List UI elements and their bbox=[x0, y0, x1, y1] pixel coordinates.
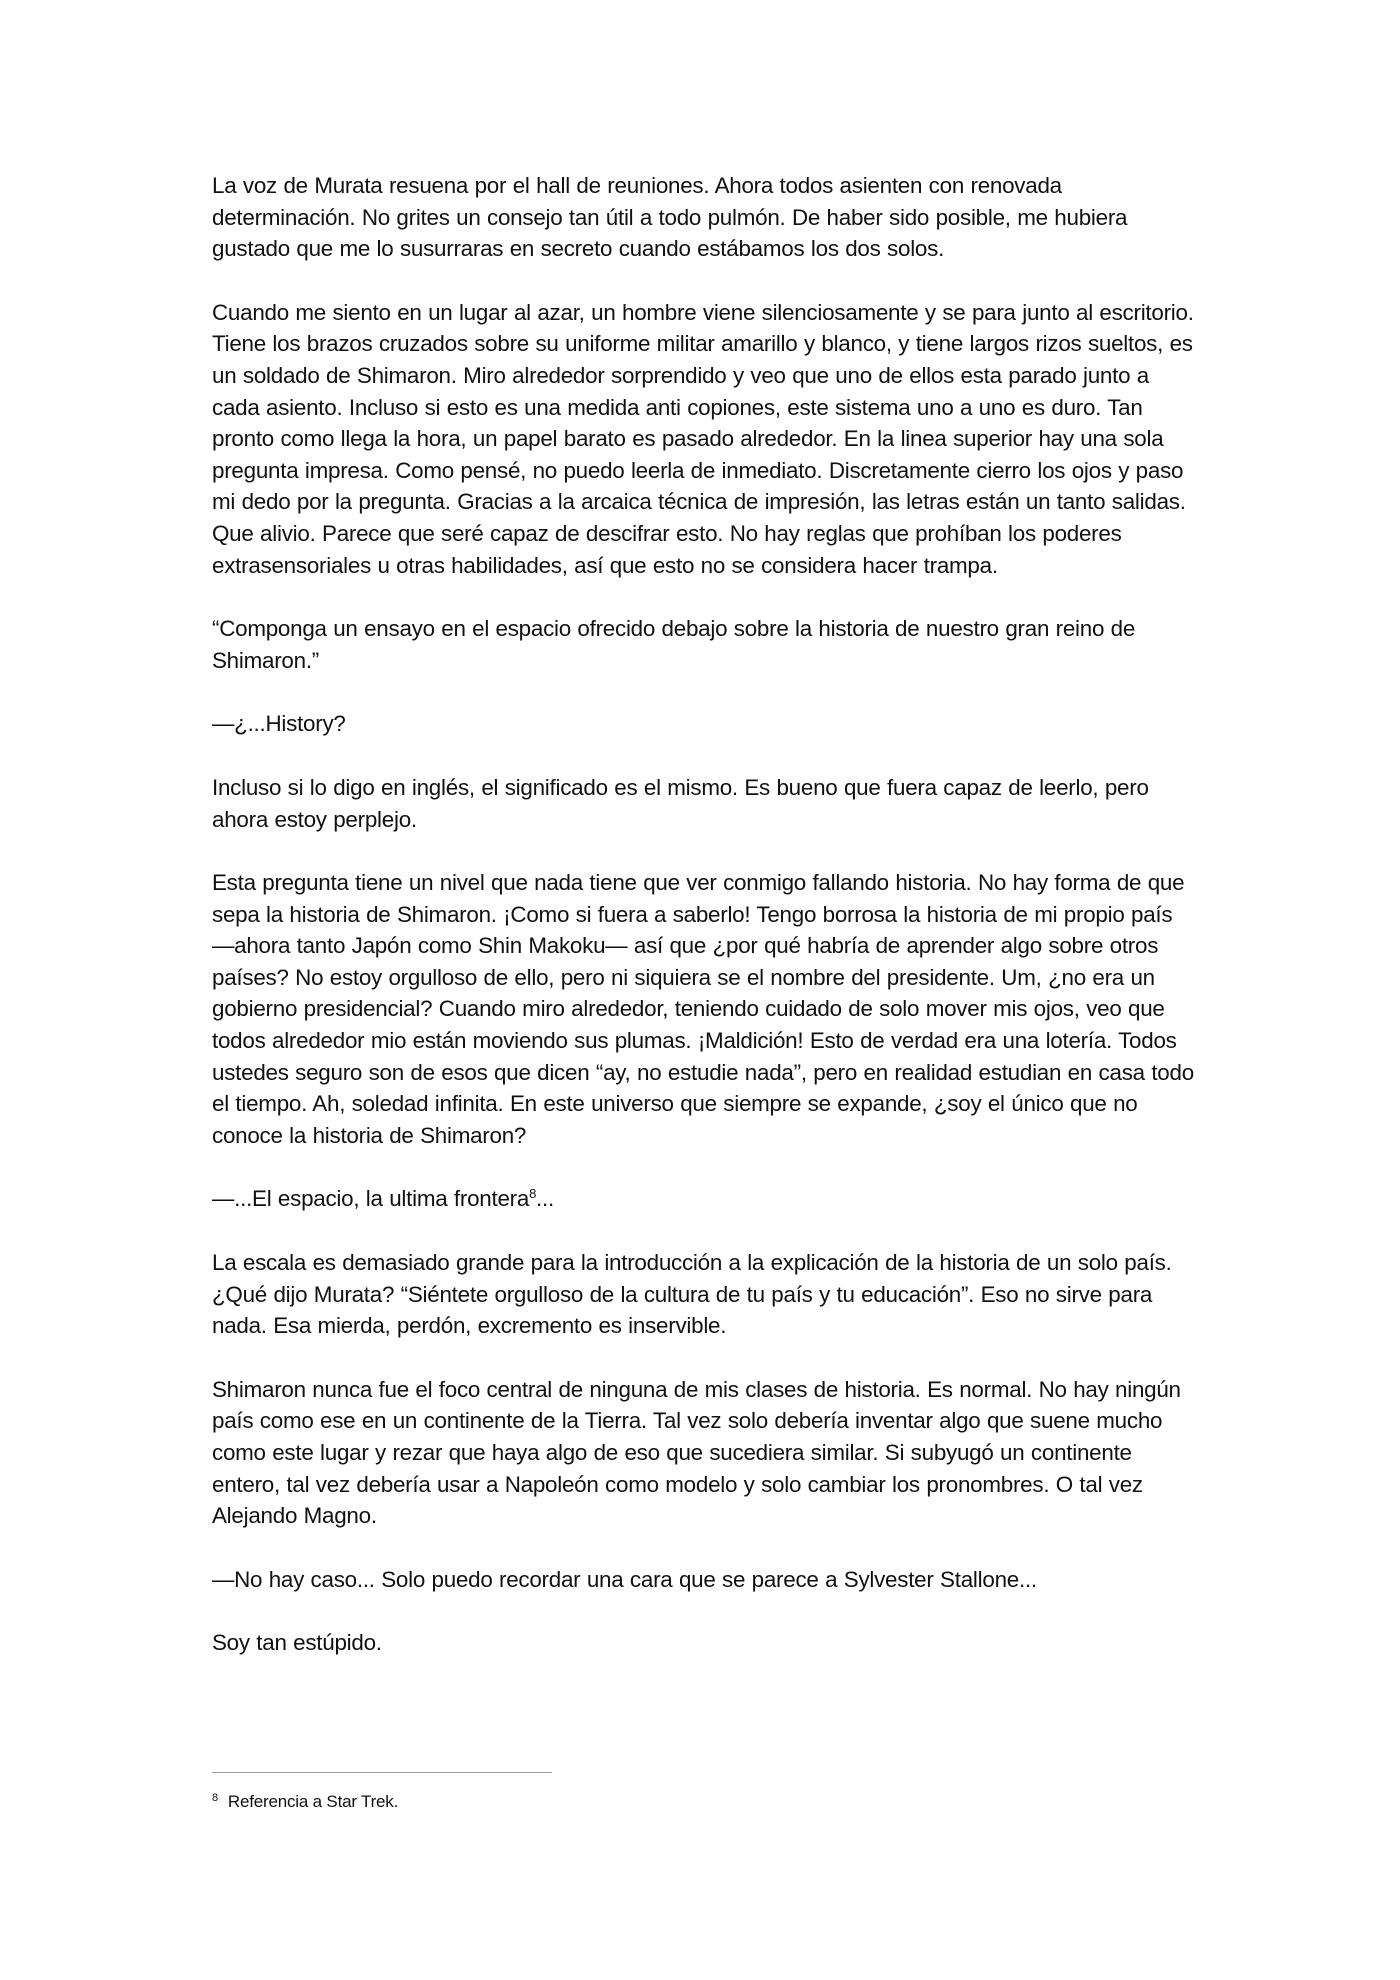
paragraph: La voz de Murata resuena por el hall de reuniones. Ahora todos asienten con renovada determinación. No grites un consejo tan útil a todo pulmón. De haber sido posible, me hubiera gustado que me lo susurraras en secreto cuando estábamos los dos solos. bbox=[212, 173, 1128, 262]
paragraph: “Componga un ensayo en el espacio ofrecido debajo sobre la historia de nuestro gran reino de Shimaron.” bbox=[212, 616, 1136, 673]
paragraph: —¿...History? bbox=[212, 711, 346, 737]
paragraph: Shimaron nunca fue el foco central de ninguna de mis clases de historia. Es normal. No hay ningún país como ese en un continente de la Tierra. Tal vez solo debería inventar algo que suene mucho como este lugar y rezar que haya algo de eso que sucediera similar. Si subyugó un continente entero, tal vez debería usar a Napoleón como modelo y solo cambiar los pronombres. O tal vez Alejando Magno. bbox=[212, 1376, 1181, 1529]
paragraph: Soy tan estúpido. bbox=[212, 1630, 382, 1656]
footnote-reference[interactable]: 8 bbox=[529, 1186, 537, 1202]
paragraph-with-footnote bbox=[212, 1183, 1197, 1215]
paragraph: Incluso si lo digo en inglés, el significado es el mismo. Es bueno que fuera capaz de leerlo, pero ahora estoy perplejo. bbox=[212, 774, 1149, 832]
footnote-text: Referencia a Star Trek. bbox=[227, 1792, 399, 1811]
paragraph: La escala es demasiado grande para la introducción a la explicación de la historia de un solo país. ¿Qué dijo Murata? “Siéntete orgulloso de la cultura de tu país y tu educación”. Eso no sirve para nada. Esa mierda, perdón, excremento es inservible. bbox=[212, 1250, 1172, 1339]
frontier-ellipsis: ... bbox=[536, 1186, 554, 1212]
frontier-text: —...El espacio, la ultima frontera bbox=[212, 1186, 530, 1212]
footnote-divider bbox=[212, 1772, 552, 1773]
paragraph: Esta pregunta tiene un nivel que nada tiene que ver conmigo fallando historia. No hay forma de que sepa la historia de Shimaron. ¡Como si fuera a saberlo! Tengo borrosa la historia de mi propio país —ahora tanto Japón como Shin Makoku— así que ¿por qué habría de aprender algo sobre otros países? No estoy orgulloso de ello, pero ni siquiera se el nombre del presidente. Um, ¿no era un gobierno presidencial? Cuando miro alrededor, teniendo cuidado de solo mover mis ojos, veo que todos alrededor mio están moviendo sus plumas. ¡Maldición! Esto de verdad era una lotería. Todos ustedes seguro son de esos que dicen “ay, no estudie nada”, pero en realidad estudian en casa todo el tiempo. Ah, soledad infinita. En este universo que siempre se expande, ¿soy el único que no conoce la historia de Shimaron? bbox=[212, 870, 1194, 1148]
footnote bbox=[212, 1786, 398, 1814]
paragraph: Cuando me siento en un lugar al azar, un hombre viene silenciosamente y se para junto al escritorio. Tiene los brazos cruzados sobre su uniforme militar amarillo y blanco, y tiene largos rizos sueltos, es un soldado de Shimaron. Miro alrededor sorprendido y veo que uno de ellos esta parado junto a cada asiento. Incluso si esto es una medida anti copiones, este sistema uno a uno es duro. Tan pronto como llega la hora, un papel barato es pasado alrededor. En la linea superior hay una sola pregunta impresa. Como pensé, no puedo leerla de inmediato. Discretamente cierro los ojos y paso mi dedo por la pregunta. Gracias a la arcaica técnica de impresión, las letras están un tanto salidas. Que alivio. Parece que seré capaz de descifrar esto. No hay reglas que prohíban los poderes extrasensoriales u otras habilidades, así que esto no se considera hacer trampa. bbox=[212, 299, 1194, 578]
footnote-number: 8 bbox=[212, 1792, 218, 1804]
document-body bbox=[212, 170, 1197, 1691]
paragraph: —No hay caso... Solo puedo recordar una cara que se parece a Sylvester Stallone... bbox=[212, 1566, 1037, 1592]
